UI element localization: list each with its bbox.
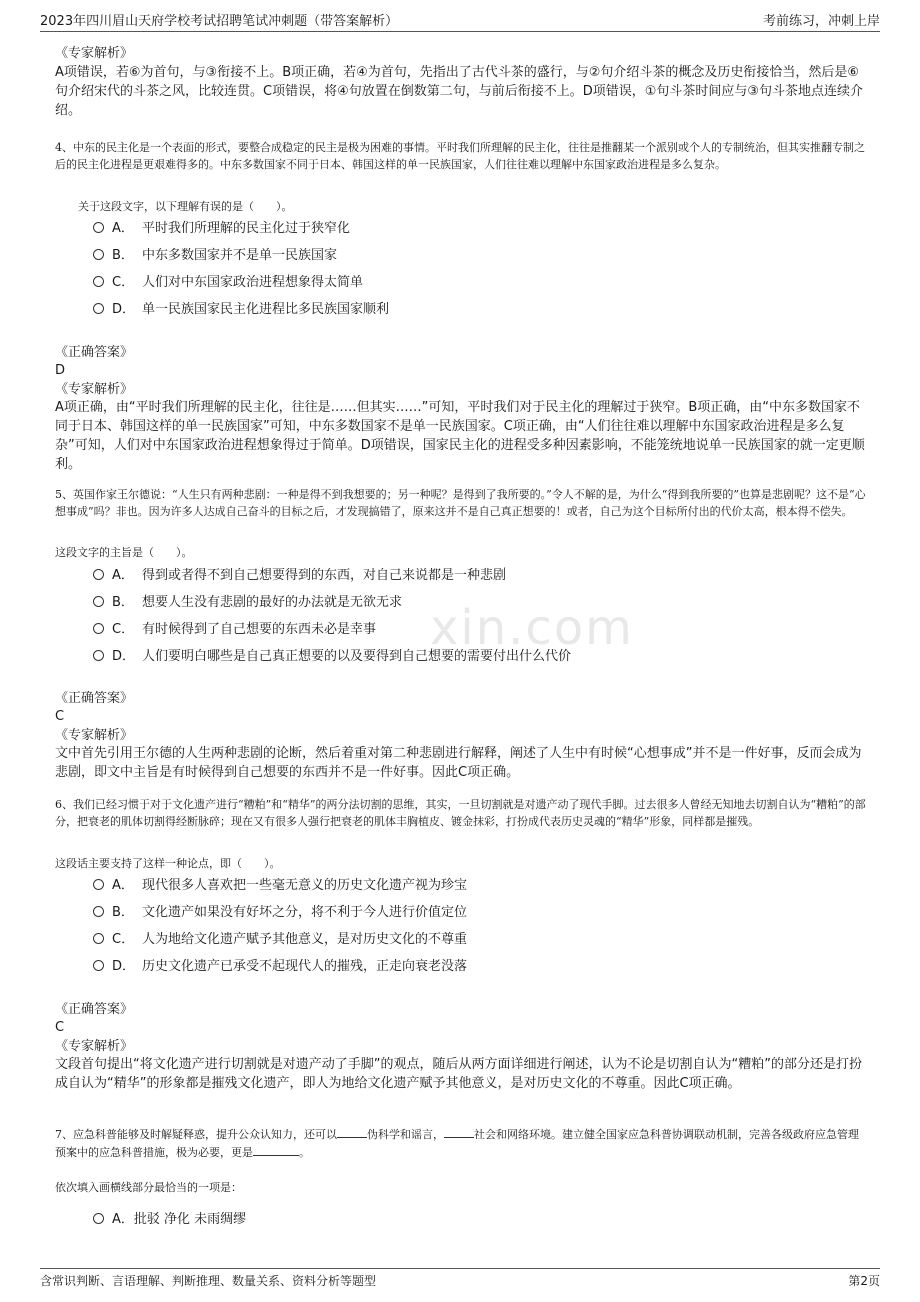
fill-blank-2[interactable] [444,1125,474,1138]
header-slogan: 考前练习，冲刺上岸 [762,14,880,29]
radio-icon[interactable] [93,650,104,661]
footer-note: 含常识判断、言语理解、判断推理、数量关系、资料分析等题型 [40,1274,377,1288]
fill-blank-1[interactable] [337,1125,367,1138]
prev-analysis-text: A项错误，若⑥为首句，与③衔接不上。B项正确，若④为首句，先指出了古代斗茶的盛行，与②句介绍斗茶的概念及历史衔接恰当，然后是⑥句介绍宋代的斗茶之风，比较连贯。C项错误，将④句放置在倒数第二句，与前后衔接不上。D项错误，①句斗茶时间应与③句斗茶地点连续介绍。 [55,65,864,118]
radio-icon[interactable] [93,222,104,233]
question-5-text: 5、英国作家王尔德说：“人生只有两种悲剧：一种是得不到我想要的；另一种呢？是得到了我所要的。”令人不解的是，为什么“得到我所要的”也算是悲剧呢？这不是“心想事成”吗？非也。因为许多人达成自己奋斗的目标之后，才发现搞错了，原来这并不是自己真正想要的！或者，自己为这个目标所付出的代价太高，根本得不偿失。 [55,488,866,518]
radio-icon[interactable] [93,303,104,314]
fill-blank-3[interactable] [253,1143,299,1156]
question-6-option-a[interactable]: A． 现代很多人喜欢把一些毫无意义的历史文化遗产视为珍宝 [93,876,467,896]
question-4-text: 4、中东的民主化是一个表面的形式，要整合成稳定的民主是极为困难的事情。平时我们所理解的民主化，往往是推翻某一个派别或个人的专制统治，但其实推翻专制之后的民主化进程是更艰难得多的。中东多数国家不同于日本、韩国这样的单一民族国家，人们往往难以理解中东国家政治进程是多么复杂。 [55,141,865,171]
question-6-option-b[interactable]: B． 文化遗产如果没有好坏之分，将不利于今人进行价值定位 [93,903,467,923]
radio-icon[interactable] [93,879,104,890]
question-4-option-d[interactable]: D． 单一民族国家民主化进程比多民族国家顺利 [93,300,389,320]
radio-icon[interactable] [93,623,104,634]
question-4-answer-label: 《正确答案》 [55,345,134,360]
question-5-analysis: 文中首先引用王尔德的人生两种悲剧的论断，然后着重对第二种悲剧进行解释，阐述了人生中有时候“心想事成”并不是一件好事，反而会成为悲剧，即文中主旨是有时候得到自己想要的东西并不是一件好事。因此C项正确。 [55,746,862,780]
question-7-stem: 依次填入画横线部分最恰当的一项是： [55,1181,242,1194]
question-4-analysis-label: 《专家解析》 [55,382,134,397]
question-6-option-c[interactable]: C． 人为地给文化遗产赋予其他意义，是对历史文化的不尊重 [93,930,467,950]
question-4-option-c[interactable]: C． 人们对中东国家政治进程想象得太简单 [93,273,363,293]
question-5-option-d[interactable]: D． 人们要明白哪些是自己真正想要的以及要得到自己想要的需要付出什么代价 [93,647,571,667]
radio-icon[interactable] [93,249,104,260]
radio-icon[interactable] [93,1213,104,1224]
footer-divider [40,1268,880,1269]
question-5-answer: C [55,709,65,724]
question-7-option-a[interactable]: A．批驳 净化 未雨绸缪 [93,1210,246,1230]
radio-icon[interactable] [93,906,104,917]
question-6-analysis-label: 《专家解析》 [55,1039,134,1054]
question-5-option-c[interactable]: C． 有时候得到了自己想要的东西未必是幸事 [93,620,376,640]
question-5-stem: 这段文字的主旨是（ ）。 [55,546,193,559]
watermark: xin.com [430,600,634,656]
question-4-stem: 关于这段文字，以下理解有误的是（ ）。 [78,200,293,213]
document-title: 2023年四川眉山天府学校考试招聘笔试冲刺题（带答案解析） [40,14,399,29]
radio-icon[interactable] [93,596,104,607]
radio-icon[interactable] [93,276,104,287]
question-5-option-b[interactable]: B． 想要人生没有悲剧的最好的办法就是无欲无求 [93,593,402,613]
page-header [40,10,880,30]
radio-icon[interactable] [93,960,104,971]
question-6-option-d[interactable]: D． 历史文化遗产已承受不起现代人的摧残，正走向衰老没落 [93,957,467,977]
question-4-analysis: A项正确，由“平时我们所理解的民主化，往往是……但其实……”可知，平时我们对于民主化的理解过于狭窄。B项正确，由“中东多数国家不同于日本、韩国这样的单一民族国家”可知，中东多数国家不是单一民族国家。C项正确，由“人们往往难以理解中东国家政治进程是多么复杂”可知，人们对中东国家政治进程想象得过于简单。D项错误，国家民主化的进程受多种因素影响，不能笼统地说单一民族国家的就一定更顺利。 [55,400,865,472]
radio-icon[interactable] [93,569,104,580]
question-7-text: 7、应急科普能够及时解疑释惑，提升公众认知力，还可以 伪科学和谣言， 社会和网络环境。建立健全国家应急科普协调联动机制，完善各级政府应急管理预案中的应急科普措施，极为必要，更是 。 [55,1125,868,1161]
question-4-option-a[interactable]: A． 平时我们所理解的民主化过于狭窄化 [93,219,350,239]
question-5-answer-label: 《正确答案》 [55,691,134,706]
question-6-answer-label: 《正确答案》 [55,1002,134,1017]
radio-icon[interactable] [93,933,104,944]
question-6-answer: C [55,1020,65,1035]
page-number: 第2页 [848,1274,880,1288]
question-4-answer: D [55,363,66,378]
prev-analysis-label: 《专家解析》 [55,46,134,61]
question-6-stem: 这段话主要支持了这样一种论点，即（ ）。 [55,857,281,870]
question-5-analysis-label: 《专家解析》 [55,728,134,743]
question-4-option-b[interactable]: B． 中东多数国家并不是单一民族国家 [93,246,337,266]
header-divider [40,31,880,32]
question-6-analysis: 文段首句提出“将文化遗产进行切割就是对遗产动了手脚”的观点，随后从两方面详细进行阐述，认为不论是切割自认为“糟粕”的部分还是打扮成自认为“精华”的形象都是摧残文化遗产，即人为地给文化遗产赋予其他意义，是对历史文化的不尊重。因此C项正确。 [55,1057,862,1091]
question-6-text: 6、我们已经习惯于对于文化遗产进行“糟粕”和“精华”的两分法切割的思维，其实，一旦切割就是对遗产动了现代手脚。过去很多人曾经无知地去切割自认为“糟粕”的部分，把衰老的肌体切割得经断脉碎；现在又有很多人强行把衰老的肌体丰胸植皮、镀金抹彩，打扮成代表历史灵魂的“精华”形象，同样都是摧残。 [55,798,866,828]
question-5-option-a[interactable]: A． 得到或者得不到自己想要得到的东西，对自己来说都是一种悲剧 [93,566,506,586]
